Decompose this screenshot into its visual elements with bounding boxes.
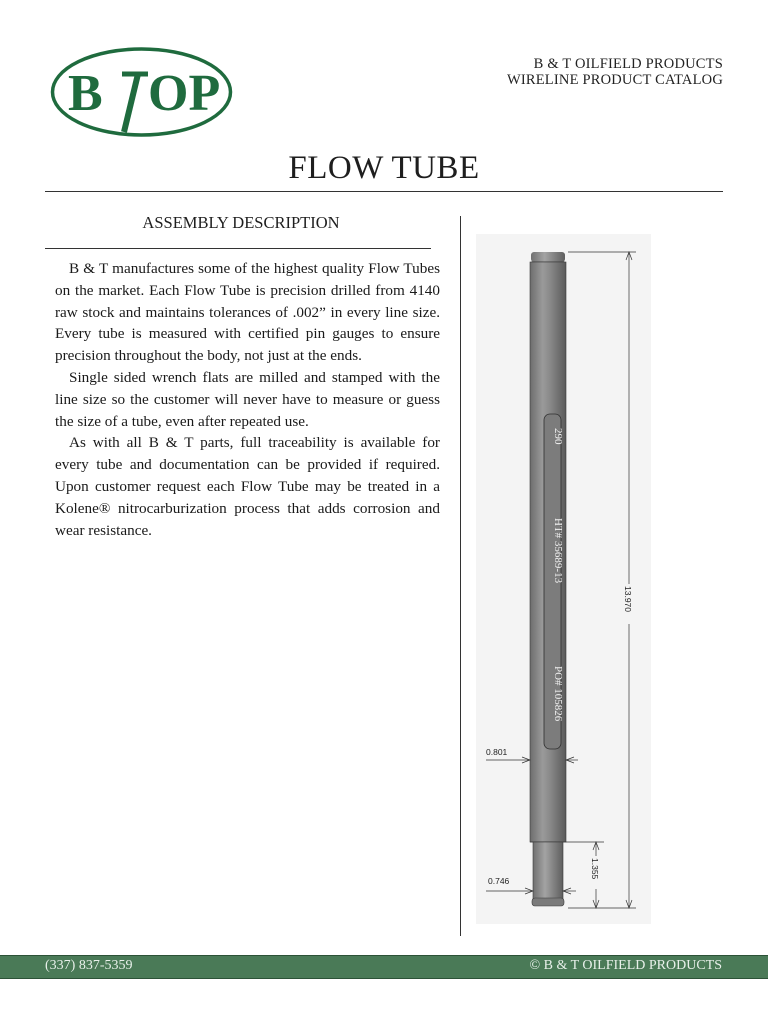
copyright-notice: © B & T OILFIELD PRODUCTS [529, 958, 722, 973]
section-heading: ASSEMBLY DESCRIPTION [142, 213, 340, 232]
stamp-heat-number: HT# 35689-13 [552, 518, 564, 584]
description-paragraph: B & T manufactures some of the highest quality Flow Tubes on the market. Each Flow Tube is precision drilled from 4140 raw stock and maintains tolerances of .002” in every line size. Every tube is measured with certified pin gauges to ensure precision throughout the body, not just at the ends. [55, 260, 440, 365]
description-paragraph: Single sided wrench flats are milled and stamped with the line size so the customer will never have to measure or guess the size of a tube, even after repeated use. [55, 368, 440, 430]
catalog-header [507, 56, 723, 88]
section-divider [45, 248, 431, 249]
end-od-label: 0.746 [488, 876, 510, 886]
assembly-description [55, 258, 440, 541]
stamp-line-size: 290 [552, 428, 564, 445]
title-divider [45, 191, 723, 192]
logo-letter-b: B [68, 65, 103, 122]
logo-letters-op: OP [148, 65, 221, 122]
tube-top-end [531, 252, 565, 262]
phone-number: (337) 837-5359 [45, 958, 133, 973]
footer-bar [0, 955, 768, 979]
flow-tube-drawing [476, 234, 651, 924]
logo-t-mark [122, 74, 148, 132]
page-title: FLOW TUBE [288, 150, 480, 186]
tube-bottom-end [530, 842, 566, 906]
description-paragraph: As with all B & T parts, full traceability is available for every tube and documentation can be provided if required. Upon customer request each Flow Tube may be treated in a Kolene® nitrocarburization process that adds corrosion and wear resistance. [55, 434, 440, 539]
company-name: B & T OILFIELD PRODUCTS [533, 56, 723, 72]
catalog-name: WIRELINE PRODUCT CATALOG [506, 72, 723, 88]
stamp-po-number: PO# 105826 [552, 666, 564, 722]
company-logo [50, 46, 233, 138]
end-length-label: 1.355 [590, 858, 600, 880]
body-od-label: 0.801 [486, 747, 508, 757]
column-divider [460, 216, 461, 936]
length-dimension-label: 13.970 [623, 586, 633, 612]
